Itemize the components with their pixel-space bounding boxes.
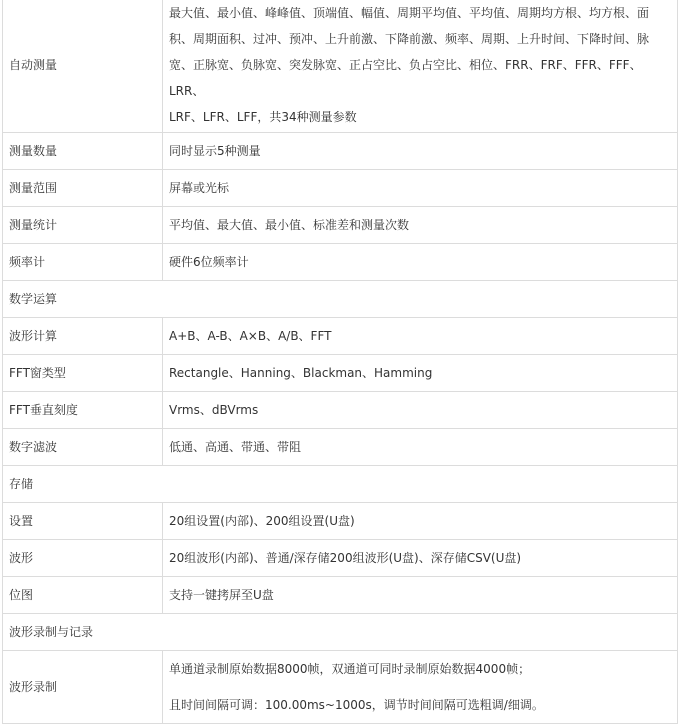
row-label: 数字滤波 xyxy=(3,429,163,466)
row-value: 屏幕或光标 xyxy=(163,170,678,207)
row-label: FFT窗类型 xyxy=(3,355,163,392)
table-row xyxy=(3,392,678,429)
row-label: 设置 xyxy=(3,503,163,540)
section-row xyxy=(3,614,678,651)
table-row xyxy=(3,244,678,281)
value-line: LRF、LFR、LFF，共34种测量参数 xyxy=(169,110,357,124)
value-line: 积、周期面积、过冲、预冲、上升前激、下降前激、频率、周期、上升时间、下降时间、脉 xyxy=(169,32,650,46)
row-label: 频率计 xyxy=(3,244,163,281)
section-heading: 波形录制与记录 xyxy=(3,614,678,651)
row-value: 硬件6位频率计 xyxy=(163,244,678,281)
value-line: 宽、正脉宽、负脉宽、突发脉宽、正占空比、负占空比、相位、FRR、FRF、FFR、FFF、LRR、 xyxy=(169,58,642,98)
table-row xyxy=(3,503,678,540)
value-line: 最大值、最小值、峰峰值、顶端值、幅值、周期平均值、平均值、周期均方根、均方根、面 xyxy=(169,6,650,20)
table-row xyxy=(3,133,678,170)
value-line: 单通道录制原始数据8000帧，双通道可同时录制原始数据4000帧； xyxy=(169,662,531,676)
table-row xyxy=(3,0,678,133)
spec-table xyxy=(2,0,678,724)
table-row xyxy=(3,207,678,244)
row-value: Vrms、dBVrms xyxy=(163,392,678,429)
row-value: 低通、高通、带通、带阻 xyxy=(163,429,678,466)
row-value: 平均值、最大值、最小值、标准差和测量次数 xyxy=(163,207,678,244)
row-value: 20组设置(内部)、200组设置(U盘) xyxy=(163,503,678,540)
table-row xyxy=(3,318,678,355)
row-label: 测量数量 xyxy=(3,133,163,170)
table-row xyxy=(3,577,678,614)
row-value: 支持一键拷屏至U盘 xyxy=(163,577,678,614)
section-row xyxy=(3,466,678,503)
row-value xyxy=(163,651,678,724)
row-label: 自动测量 xyxy=(3,0,163,133)
row-label: 测量范围 xyxy=(3,170,163,207)
row-value: 20组波形(内部)、普通/深存储200组波形(U盘)、深存储CSV(U盘) xyxy=(163,540,678,577)
row-value: 同时显示5种测量 xyxy=(163,133,678,170)
table-row xyxy=(3,429,678,466)
table-row xyxy=(3,170,678,207)
section-row xyxy=(3,281,678,318)
row-label: 位图 xyxy=(3,577,163,614)
row-label: 波形录制 xyxy=(3,651,163,724)
section-heading: 数学运算 xyxy=(3,281,678,318)
row-value: Rectangle、Hanning、Blackman、Hamming xyxy=(163,355,678,392)
row-label: 测量统计 xyxy=(3,207,163,244)
row-label: 波形 xyxy=(3,540,163,577)
row-value: A+B、A-B、A×B、A/B、FFT xyxy=(163,318,678,355)
table-row xyxy=(3,355,678,392)
section-heading: 存储 xyxy=(3,466,678,503)
row-label: FFT垂直刻度 xyxy=(3,392,163,429)
value-line: 且时间间隔可调：100.00ms~1000s，调节时间间隔可选粗调/细调。 xyxy=(169,698,544,712)
row-value xyxy=(163,0,678,133)
table-row xyxy=(3,651,678,724)
table-row xyxy=(3,540,678,577)
row-label: 波形计算 xyxy=(3,318,163,355)
